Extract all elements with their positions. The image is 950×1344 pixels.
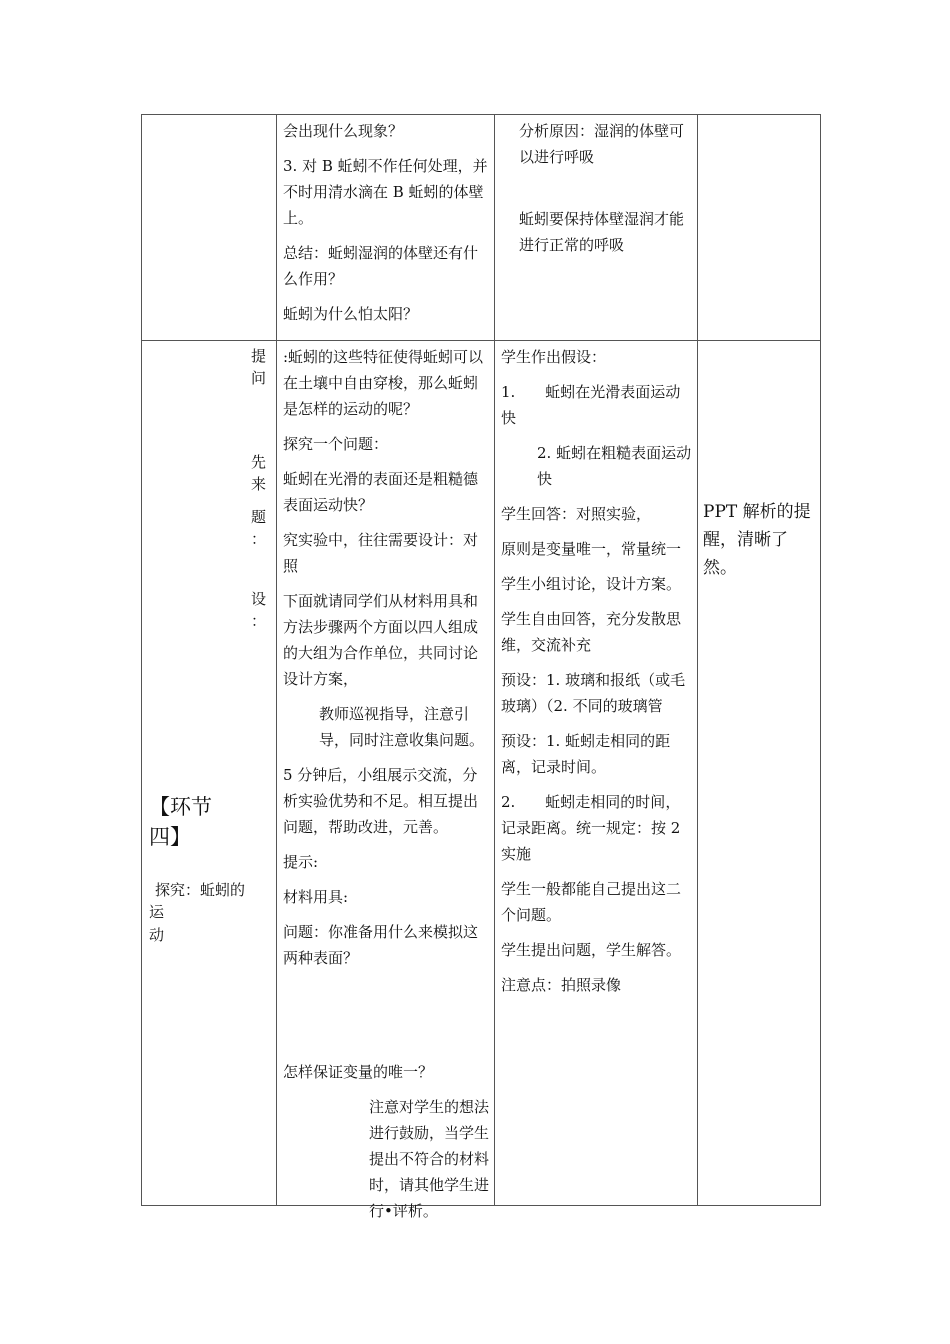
row1-student-activity bbox=[501, 118, 693, 338]
text-line: 学生一般都能自己提出这二个问题。 bbox=[501, 880, 682, 924]
text-line: :蚯蚓的这些特征使得蚯蚓可以在土壤中自由穿梭，那么蚯蚓是怎样的运动的呢？ bbox=[283, 348, 484, 418]
table-border-left bbox=[141, 114, 142, 1206]
section-title: 四】 bbox=[149, 825, 191, 849]
table-border-right bbox=[820, 114, 821, 1206]
text-line: 原则是变量唯一，常量统一 bbox=[501, 540, 682, 558]
text-line: 预设：1. 玻璃和报纸（或毛玻璃）（2. 不同的玻璃管 bbox=[501, 671, 686, 715]
text-line: 教师巡视指导，注意引导，同时注意收集问题。 bbox=[319, 705, 485, 749]
side-char: 题 bbox=[251, 508, 267, 526]
table-border-top bbox=[141, 114, 821, 115]
text-line: 2. 蚯蚓在粗糙表面运动快 bbox=[537, 444, 692, 488]
section-subtitle: 探究：蚯蚓的 bbox=[155, 881, 246, 899]
text-line: 探究一个问题： bbox=[283, 435, 389, 453]
text-line: 预设：1. 蚯蚓走相同的距离，记录时间。 bbox=[501, 732, 671, 776]
text-line: 蚯蚓要保持体壁湿润才能进行正常的呼吸 bbox=[519, 210, 685, 254]
section-subtitle: 动 bbox=[149, 926, 165, 944]
column-divider bbox=[276, 114, 277, 1206]
column-divider bbox=[697, 114, 698, 1206]
side-char: 先 bbox=[251, 453, 267, 471]
side-char: ： bbox=[251, 612, 267, 630]
row2-student-activity bbox=[501, 344, 693, 1203]
text-line: 下面就请同学们从材料用具和方法步骤两个方面以四人组成的大组为合作单位，共同讨论设计方案， bbox=[283, 592, 479, 688]
text-line: 学生自由回答，充分发散思维，交流补充 bbox=[501, 610, 682, 654]
text-line: 分析原因：湿润的体壁可以进行呼吸 bbox=[519, 122, 685, 166]
text-line: 提示: bbox=[283, 853, 319, 871]
text-line: 1. 蚯蚓在光滑表面运动快 bbox=[501, 383, 681, 427]
column-divider bbox=[494, 114, 495, 1206]
text-line: 2. 蚯蚓走相同的时间，记录距离。统一规定：按 2 实施 bbox=[501, 793, 681, 863]
text-line: 学生作出假设： bbox=[501, 348, 607, 366]
section-subtitle: 运 bbox=[149, 903, 165, 921]
row1-teacher-activity bbox=[283, 118, 491, 338]
text-line: 注意点：拍照录像 bbox=[501, 976, 622, 994]
text-line: 5 分钟后，小组展示交流，分析实验优势和不足。相互提出问题，帮助改进，元善。 bbox=[283, 766, 479, 836]
text-line: 蚯蚓为什么怕太阳？ bbox=[283, 305, 419, 323]
row-divider bbox=[141, 340, 821, 341]
row2-notes: PPT 解析的提醒，清晰了然。 bbox=[703, 502, 811, 578]
side-char: 提 bbox=[251, 347, 267, 365]
side-char: 问 bbox=[251, 369, 267, 387]
text-line: 3. 对 B 蚯蚓不作任何处理，并不时用清水滴在 B 蚯蚓的体壁上。 bbox=[283, 157, 488, 227]
side-char: 设 bbox=[251, 590, 267, 608]
text-line: 总结：蚯蚓湿润的体壁还有什么作用？ bbox=[283, 244, 479, 288]
text-line: 材料用具: bbox=[283, 888, 349, 906]
text-line: 学生小组讨论，设计方案。 bbox=[501, 575, 682, 593]
text-line: 会出现什么现象？ bbox=[283, 122, 404, 140]
section-title: 【环节 bbox=[149, 795, 212, 819]
text-line: 注意对学生的想法进行鼓励，当学生提出不符合的材料时，请其他学生进行•评析。 bbox=[369, 1098, 490, 1220]
side-char: ： bbox=[251, 530, 267, 548]
text-line: 学生提出问题，学生解答。 bbox=[501, 941, 682, 959]
text-line: 怎样保证变量的唯一？ bbox=[283, 1063, 434, 1081]
text-line: 究实验中，往往需要设计：对照 bbox=[283, 531, 479, 575]
side-char: 来 bbox=[251, 475, 267, 493]
lesson-table bbox=[141, 114, 821, 1220]
text-line: 问题：你准备用什么来模拟这两种表面？ bbox=[283, 923, 479, 967]
row2-teacher-activity bbox=[283, 344, 491, 1220]
text-line: 蚯蚓在光滑的表面还是粗糙德表面运动快？ bbox=[283, 470, 479, 514]
text-line: 学生回答：对照实验， bbox=[501, 505, 652, 523]
